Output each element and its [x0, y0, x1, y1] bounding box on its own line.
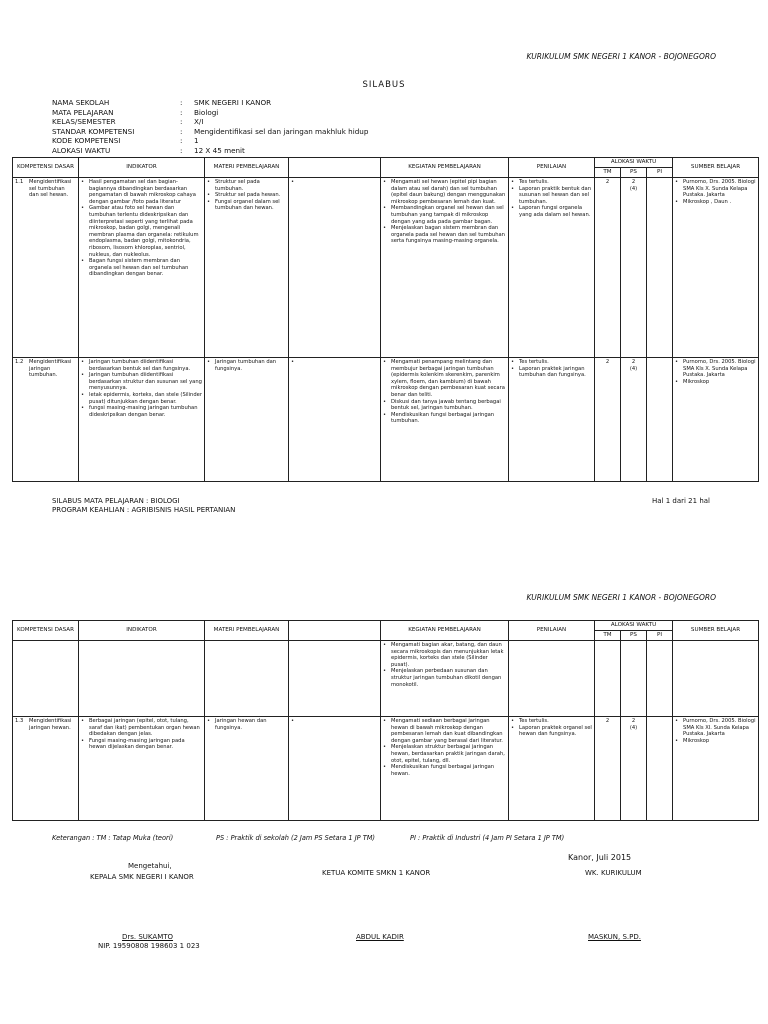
- info-key: NAMA SEKOLAH: [52, 98, 110, 107]
- bullet-icon: •: [383, 179, 387, 185]
- info-key: KELAS/SEMESTER: [52, 117, 116, 127]
- sumber-item: • Purnomo, Drs. 2005. Biologi SMA Kls XI. Sunda Kelapa Pustaka. Jakarta: [675, 718, 756, 738]
- kd-text: Mengidentifikasi jaringan hewan.: [29, 718, 72, 731]
- materi-item: • Struktur sel pada hewan.: [207, 192, 281, 199]
- bullet-icon: •: [291, 179, 295, 185]
- ps-note: (4): [629, 365, 638, 372]
- bullet-icon: •: [81, 405, 85, 412]
- kepala-title: KEPALA SMK NEGERI I KANOR: [90, 873, 194, 881]
- col-indikator: INDIKATOR: [79, 158, 205, 178]
- info-value: SMK NEGERI I KANOR: [194, 98, 272, 107]
- col-pi: PI: [647, 631, 673, 641]
- col-tm: TM: [595, 168, 621, 178]
- col-pi: PI: [647, 168, 673, 178]
- table-row: [13, 178, 759, 358]
- kegiatan-item: • Membandingkan organel sel hewan dan sel tumbuhan yang tampak di mikroskop dengan yang ada pada gambar bagan.: [383, 205, 504, 225]
- info-colon: :: [180, 107, 183, 117]
- col-penilaian: PENILAIAN: [509, 158, 595, 178]
- bullet-icon: •: [383, 359, 387, 365]
- indikator-cell: [79, 178, 205, 358]
- keterangan-tm: Keterangan : TM : Tatap Muka (teori): [52, 834, 174, 842]
- materi-item: • Jaringan tumbuhan dan fungsinya.: [207, 359, 277, 372]
- info-value: Mengidentifikasi sel dan jaringan makhluk hidup: [194, 126, 369, 136]
- mengetahui-label: Mengetahui,: [128, 862, 172, 870]
- kompetensi-entry: [15, 359, 76, 379]
- kompetensi-entry: [15, 718, 76, 731]
- wk-name: MASKUN, S.PD.: [588, 933, 641, 941]
- bullet-icon: •: [511, 179, 515, 185]
- kd-number: 1.3: [15, 718, 24, 724]
- indikator-cell: [79, 358, 205, 482]
- curriculum-header-2: KURIKULUM SMK NEGERI 1 KANOR - BOJONEGORO: [526, 593, 716, 602]
- continuation-row: [13, 641, 759, 717]
- bullet-icon: •: [81, 737, 85, 744]
- penilaian-cell: [509, 358, 595, 482]
- keterangan-ps: PS : Praktik di sekolah (2 Jam PS Setara 1 JP TM): [216, 834, 375, 842]
- materi-item: • Fungsi organel dalam sel tumbuhan dan hewan.: [207, 198, 280, 212]
- empty-cell: [595, 641, 621, 717]
- bullet-icon: •: [207, 192, 211, 199]
- sumber-item: • Mikroskop , Daun .: [675, 198, 732, 205]
- kd-number: 1.2: [15, 359, 24, 365]
- materi-item: • Struktur sel pada tumbuhan.: [207, 179, 260, 192]
- kegiatan-cell: [381, 717, 509, 821]
- blank-item: [291, 718, 378, 725]
- col-materi: MATERI PEMBELAJARAN: [205, 158, 289, 178]
- wk-title: WK. KURIKULUM: [585, 869, 642, 877]
- pi-cell: [647, 358, 673, 482]
- kegiatan-item: • Menjelaskan struktur berbagai jaringan hewan, berdasarkan praktik jaringan darah, otot, epitel, tulang, dll.: [383, 744, 505, 764]
- info-colon: :: [180, 136, 183, 146]
- kegiatan-item: • Mengamati sel hewan (epitel pipi bagian dalam atau sel darah) dan sel tumbuhan (epitel daun bakung) dengan menggunakan mikroskop pembesaran lemah dan kuat.: [383, 179, 506, 205]
- kepala-nip: NIP. 19590808 198603 1 023: [98, 942, 200, 950]
- bullet-icon: •: [675, 737, 679, 744]
- penilaian-item: • Laporan praktek organel sel hewan dan fungsinya.: [511, 724, 592, 738]
- sumber-item: • Purnomo, Drs. 2005. Biologi SMA Kls X. Sunda Kelapa Pustaka. Jakarta: [675, 179, 756, 199]
- col-alokasi: ALOKASI WAKTU: [595, 621, 673, 631]
- kompetensi-cell: [13, 178, 79, 358]
- kegiatan-item: • Mengamati penampang melintang dan membujur berbagai jaringan tumbuhan (epidermis kolenkim skerenkim, parenkim xylem, floem, dan kambium) di bawah mikroskop dengan pembesaran kuat secara benar dan teliti.: [383, 359, 505, 398]
- indikator-item: • Bagan fungsi sistem membran dan organela sel hewan dan sel tumbuhan dibandingkan dengan benar.: [81, 258, 189, 278]
- penilaian-cell: [509, 717, 595, 821]
- indikator-item: • Berbagai jaringan (epitel, otot, tulang, saraf dan ikat) pembentukan organ hewan dibedakan dengan jelas.: [81, 718, 200, 738]
- penilaian-item: • Tes tertulis.: [511, 179, 549, 185]
- penilaian-item: • Laporan fungsi organela yang ada dalam sel hewan.: [511, 205, 591, 218]
- kegiatan-item: • Mendiskusikan fungsi berbagai jaringan tumbuhan.: [383, 411, 495, 425]
- sumber-cell: [673, 717, 759, 821]
- komite-title: KETUA KOMITE SMKN 1 KANOR: [322, 869, 431, 877]
- indikator-item: • Jaringan tumbuhan diidentifikasi berdasarkan bentuk sel dan fungsinya.: [81, 359, 191, 372]
- bullet-icon: •: [383, 398, 387, 405]
- ps-note: (4): [629, 185, 638, 192]
- tm-cell: 2: [595, 178, 621, 358]
- bullet-icon: •: [383, 744, 387, 751]
- kegiatan-item: • Mengamati sediaan berbagai jaringan hewan di bawah mikroskop dengan pembesaran lemah dan kuat dibandingkan dengan gambar yang berasal dari literatur.: [383, 718, 503, 744]
- ps-cell: [621, 358, 647, 482]
- info-row: [52, 146, 494, 156]
- bullet-icon: •: [383, 411, 387, 418]
- blank-cell: [289, 358, 381, 482]
- bullet-icon: •: [291, 359, 295, 365]
- empty-cell: [79, 641, 205, 717]
- bullet-icon: •: [207, 198, 211, 205]
- kd-text: Mengidentifikasi sel tumbuhan dan sel hewan.: [29, 179, 72, 199]
- bullet-icon: •: [81, 372, 85, 379]
- info-key: KODE KOMPETENSI: [52, 136, 121, 146]
- kegiatan-cell: [381, 641, 509, 717]
- info-row: [52, 117, 494, 127]
- info-row: [52, 108, 494, 118]
- bullet-icon: •: [207, 359, 211, 365]
- bullet-icon: •: [675, 198, 679, 205]
- info-block: [52, 98, 494, 156]
- info-colon: :: [180, 117, 183, 127]
- penilaian-item: • Laporan praktik bentuk dan susunan sel hewan dan sel tumbuhan.: [511, 185, 592, 205]
- col-kompetensi: KOMPETENSI DASAR: [13, 621, 79, 641]
- col-penilaian: PENILAIAN: [509, 621, 595, 641]
- tm-cell: 2: [595, 358, 621, 482]
- curriculum-header: KURIKULUM SMK NEGERI 1 KANOR - BOJONEGORO: [526, 52, 716, 61]
- penilaian-item: • Tes tertulis.: [511, 359, 549, 365]
- pi-cell: [647, 717, 673, 821]
- bullet-icon: •: [511, 365, 515, 372]
- info-value: Biologi: [194, 107, 219, 117]
- bullet-icon: •: [675, 359, 679, 365]
- komite-name: ABDUL KADIR: [356, 933, 404, 941]
- col-indikator: INDIKATOR: [79, 621, 205, 641]
- kepala-name: Drs. SUKAMTO: [122, 933, 174, 941]
- page-number: Hal 1 dari 21 hal: [652, 497, 710, 505]
- indikator-item: • Hasil pengamatan sel dan bagian-bagiannya dibandingkan berdasarkan pengamatan di bawah mikroskop cahaya dengan gambar /foto pada literatur: [81, 179, 196, 205]
- bullet-icon: •: [511, 724, 515, 731]
- ps-value: 2: [631, 359, 636, 365]
- bullet-icon: •: [81, 718, 85, 724]
- bullet-icon: •: [383, 764, 387, 771]
- bullet-icon: •: [383, 642, 387, 648]
- bullet-icon: •: [383, 205, 387, 212]
- indikator-item: • letak epidermis, korteks, dan stele (Silinder pusat) ditunjukkan dengan benar.: [81, 391, 202, 405]
- footer-subject: SILABUS MATA PELAJARAN : BIOLOGI: [52, 497, 180, 505]
- empty-cell: [509, 641, 595, 717]
- col-blank: [289, 158, 381, 178]
- blank-cell: [289, 717, 381, 821]
- info-colon: :: [180, 145, 183, 155]
- page-2: [0, 585, 768, 1024]
- penilaian-cell: [509, 178, 595, 358]
- kd-number: 1.1: [15, 179, 24, 185]
- indikator-item: • Gambar atau foto sel hewan dan tumbuhan terlentu dideskripsikan dan diinterpretasi seperti yang terlihat pada mikroskop, badan golgi, mengenali membran plasma dan organela: retikulum endoplasma, badan golgi, mitokondria, ribosom, lisosom khloroplas, sentriol, nukleus, dan nukleolus.: [81, 205, 199, 258]
- bullet-icon: •: [81, 205, 85, 212]
- info-key: STANDAR KOMPETENSI: [52, 126, 135, 136]
- kompetensi-cell: [13, 358, 79, 482]
- empty-cell: [647, 641, 673, 717]
- ps-value: 2: [631, 718, 636, 724]
- info-row: [52, 127, 494, 137]
- empty-cell: [205, 641, 289, 717]
- document-title: SILABUS: [362, 80, 406, 90]
- kompetensi-entry: [15, 179, 76, 199]
- footer-left: [52, 497, 235, 514]
- penilaian-item: • Tes tertulis.: [511, 718, 549, 724]
- keterangan-pi: PI : Praktik di Industri (4 Jam PI Setara 1 JP TM): [410, 834, 565, 842]
- blank-item: [291, 359, 378, 366]
- bullet-icon: •: [383, 668, 387, 675]
- tm-cell: 2: [595, 717, 621, 821]
- col-kegiatan: KEGIATAN PEMBELAJARAN: [381, 621, 509, 641]
- kegiatan-item: • Menjelaskan perbedaan susunan dan struktur jaringan tumbuhan dikotil dengan monokotil.: [383, 668, 502, 688]
- bullet-icon: •: [675, 718, 679, 724]
- kegiatan-item: • Mendiskusikan fungsi berbagai jaringan hewan.: [383, 764, 495, 777]
- empty-cell: [13, 641, 79, 717]
- info-value: 1: [194, 136, 199, 146]
- bullet-icon: •: [81, 359, 85, 365]
- bullet-icon: •: [207, 179, 211, 185]
- col-tm: TM: [595, 631, 621, 641]
- place-date: Kanor, Juli 2015: [568, 853, 632, 862]
- table-row: [13, 717, 759, 821]
- col-ps: PS: [621, 168, 647, 178]
- materi-item: • Jaringan hewan dan fungsinya.: [207, 718, 267, 731]
- bullet-icon: •: [383, 718, 387, 724]
- col-sumber: SUMBER BELAJAR: [673, 621, 759, 641]
- ps-cell: [621, 178, 647, 358]
- bullet-icon: •: [675, 179, 679, 185]
- info-colon: :: [180, 126, 183, 136]
- col-blank: [289, 621, 381, 641]
- materi-cell: [205, 717, 289, 821]
- indikator-item: • Jaringan tumbuhan diidentifikasi berdasarkan struktur dan susunan sel yang menyusunnya.: [81, 372, 202, 392]
- syllabus-table-2: [12, 620, 759, 821]
- info-value: 12 X 45 menit: [194, 145, 245, 155]
- col-kegiatan: KEGIATAN PEMBELAJARAN: [381, 158, 509, 178]
- ps-value: 2: [631, 179, 636, 185]
- materi-cell: [205, 178, 289, 358]
- info-row: [52, 98, 494, 108]
- bullet-icon: •: [81, 179, 85, 185]
- bullet-icon: •: [291, 718, 295, 724]
- indikator-item: • fungsi masing-masing jaringan tumbuhan dideskripsikan dengan benar.: [81, 405, 198, 418]
- kegiatan-item: • Mengamati bagian akar, batang, dan daun secara mikroskopis dan menunjukkan letak epidermis, korteks dan stele (Silinder pusat).: [383, 642, 504, 668]
- bullet-icon: •: [511, 205, 515, 212]
- col-materi: MATERI PEMBELAJARAN: [205, 621, 289, 641]
- blank-cell: [289, 178, 381, 358]
- col-sumber: SUMBER BELAJAR: [673, 158, 759, 178]
- bullet-icon: •: [675, 378, 679, 385]
- bullet-icon: •: [511, 718, 515, 724]
- info-row: [52, 136, 494, 146]
- ps-cell: [621, 717, 647, 821]
- sumber-cell: [673, 178, 759, 358]
- kegiatan-item: • Menjelaskan bagan sistem membran dan organela pada sel hewan dan sel tumbuhan serta fungsinya masing-masing organela.: [383, 225, 505, 245]
- empty-cell: [289, 641, 381, 717]
- footer-program: PROGRAM KEAHLIAN : AGRIBISNIS HASIL PERTANIAN: [52, 505, 236, 514]
- bullet-icon: •: [81, 391, 85, 398]
- blank-item: [291, 179, 378, 186]
- syllabus-table-1: [12, 157, 759, 482]
- kd-text: Mengidentifikasi jaringan tumbuhan.: [29, 359, 72, 379]
- table-row: [13, 358, 759, 482]
- info-key: ALOKASI WAKTU: [52, 145, 111, 155]
- sumber-cell: [673, 358, 759, 482]
- col-alokasi: ALOKASI WAKTU: [595, 158, 673, 168]
- kompetensi-cell: [13, 717, 79, 821]
- sumber-item: • Mikroskop: [675, 378, 710, 385]
- ps-note: (4): [629, 724, 638, 731]
- col-ps: PS: [621, 631, 647, 641]
- info-value: X/I: [194, 117, 204, 127]
- empty-cell: [621, 641, 647, 717]
- info-key: MATA PELAJARAN: [52, 107, 114, 117]
- indikator-cell: [79, 717, 205, 821]
- bullet-icon: •: [383, 225, 387, 232]
- kegiatan-cell: [381, 178, 509, 358]
- bullet-icon: •: [207, 718, 211, 724]
- empty-cell: [673, 641, 759, 717]
- materi-cell: [205, 358, 289, 482]
- col-kompetensi: KOMPETENSI DASAR: [13, 158, 79, 178]
- indikator-item: • Fungsi masing-masing jaringan pada hewan dijelaskan dengan benar.: [81, 737, 185, 751]
- info-colon: :: [180, 98, 183, 107]
- bullet-icon: •: [511, 185, 515, 192]
- kegiatan-cell: [381, 358, 509, 482]
- sumber-item: • Mikroskop: [675, 737, 710, 744]
- kegiatan-item: • Diskusi dan tanya jawab tentang berbagai bentuk sel, jaringan tumbuhan.: [383, 398, 501, 412]
- penilaian-item: • Laporan praktek jaringan tumbuhan dan fungsinya.: [511, 365, 586, 379]
- bullet-icon: •: [81, 258, 85, 265]
- pi-cell: [647, 178, 673, 358]
- sumber-item: • Purnomo, Drs. 2005. Biologi SMA Kls X. Sunda Kelapa Pustaka. Jakarta: [675, 359, 756, 379]
- bullet-icon: •: [511, 359, 515, 365]
